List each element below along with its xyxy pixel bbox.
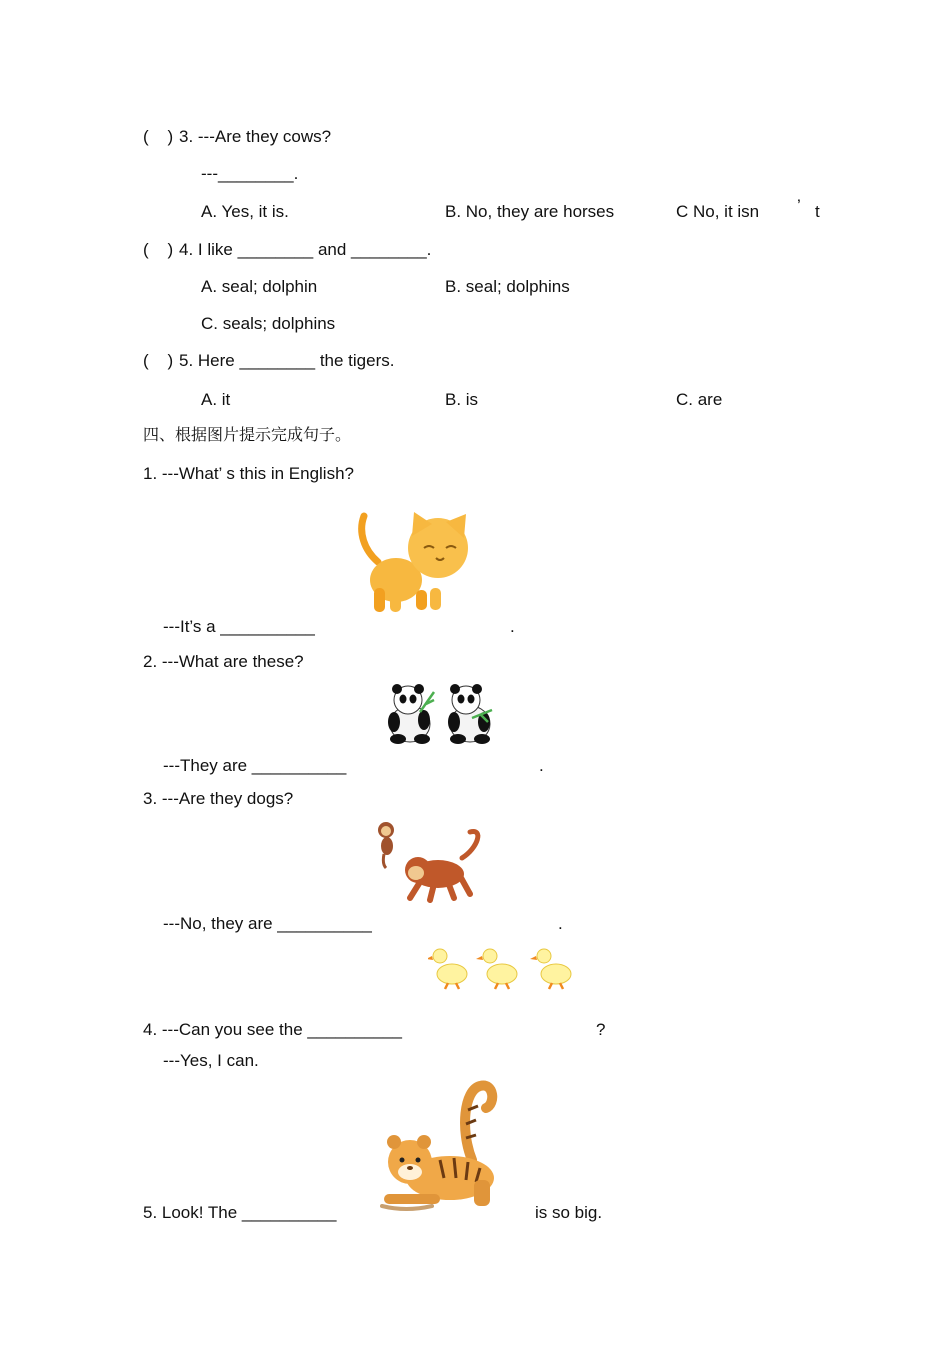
question-3-option-a: A. Yes, it is. [201,202,289,221]
question-3-option-b: B. No, they are horses [445,202,615,221]
answer-bracket: ( ) [143,351,174,370]
sentence-3-period: . [558,914,563,933]
monkey-icon [374,818,494,908]
sentence-2-period: . [539,756,544,775]
question-3-answer-line: ---________. [201,164,299,183]
sentence-2-question: 2. ---What are these? [143,652,304,671]
question-5-stem: 5. Here ________ the tigers. [179,351,395,370]
question-5-option-c: C. are [676,390,723,409]
panda-icon [380,682,500,746]
duck-icon [428,942,578,992]
question-4-option-c: C. seals; dolphins [201,314,336,333]
answer-bracket: ( ) [143,240,174,259]
section-4-heading: 四、根据图片提示完成句子。 [143,425,352,444]
sentence-2-answer: ---They are __________ [163,756,347,775]
sentence-1-question: 1. ---What’ s this in English? [143,464,354,483]
question-3-option-c-apostrophe: ’ [797,196,801,215]
question-5-option-b: B. is [445,390,479,409]
sentence-3-answer: ---No, they are __________ [163,914,372,933]
answer-bracket: ( ) [143,127,174,146]
sentence-3-question: 3. ---Are they dogs? [143,789,294,808]
sentence-4-question: 4. ---Can you see the __________ [143,1020,402,1039]
question-4-option-b: B. seal; dolphins [445,277,570,296]
sentence-1-answer: ---It’s a __________ [163,617,315,636]
question-3-option-c: C No, it isn [676,202,760,221]
question-3-option-c-end: t [815,202,820,221]
cat-icon [356,510,476,615]
sentence-1-period: . [510,617,515,636]
question-3-stem: 3. ---Are they cows? [179,127,332,146]
question-4-stem: 4. I like ________ and ________. [179,240,432,259]
sentence-5-question: 5. Look! The __________ [143,1203,337,1222]
question-4-option-a: A. seal; dolphin [201,277,318,296]
tiger-icon [380,1080,510,1215]
sentence-4-question-mark: ? [596,1020,606,1039]
sentence-4-reply: ---Yes, I can. [163,1051,259,1070]
sentence-5-end: is so big. [535,1203,603,1222]
question-5-option-a: A. it [201,390,231,409]
